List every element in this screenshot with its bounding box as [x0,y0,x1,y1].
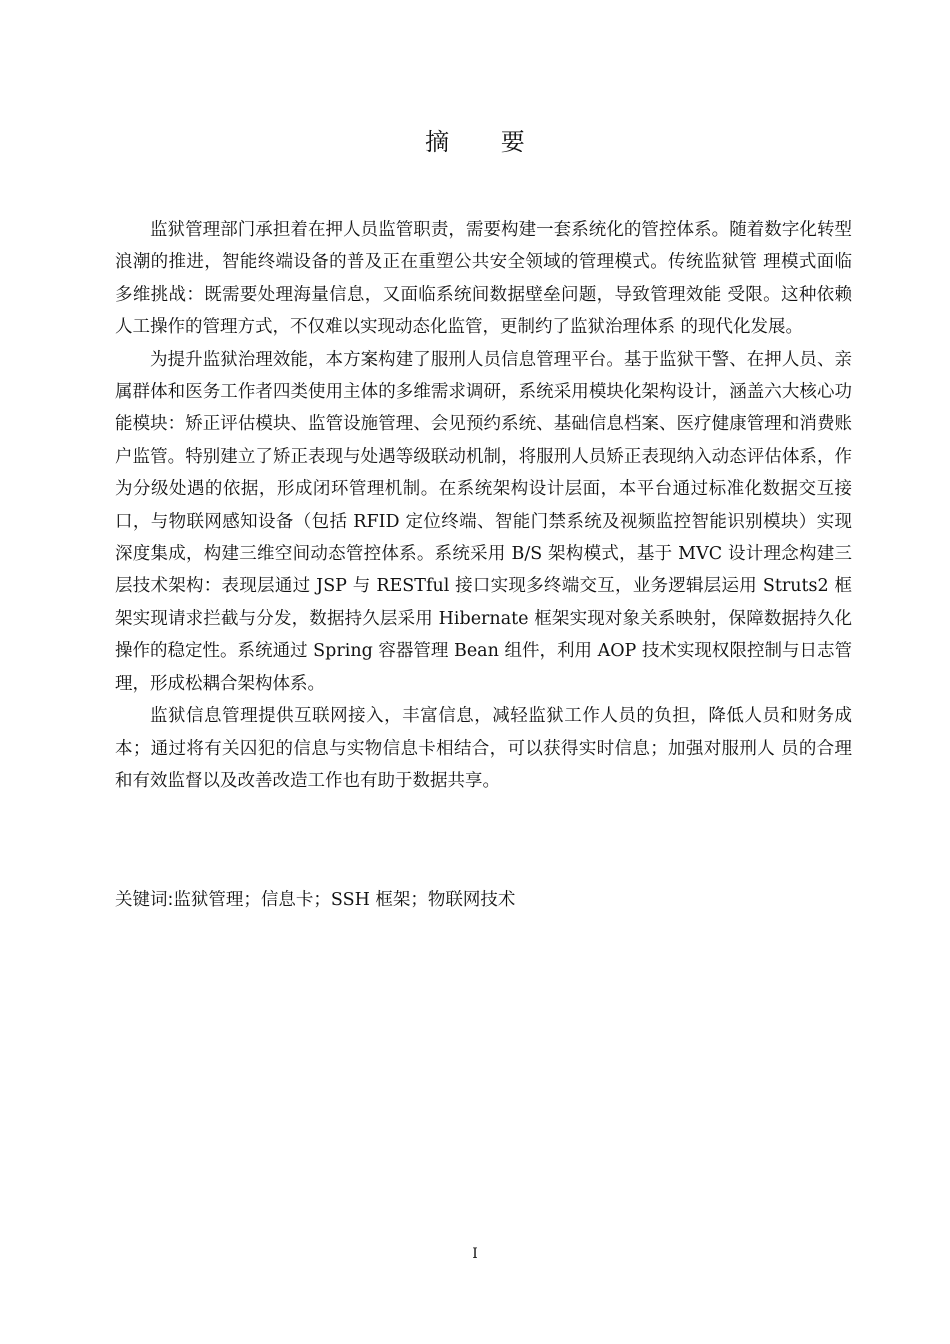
abstract-paragraph-2: 为提升监狱治理效能，本方案构建了服刑人员信息管理平台。基于监狱干警、在押人员、亲属群体和医务工作者四类使用主体的多维需求调研，系统采用模块化架构设计，涵盖六大核心功能模块：矫正评估模块、监管设施管理、会见预约系统、基础信息档案、医疗健康管理和消费账户监管。特别建立了矫正表现与处遇等级联动机制，将服刑人员矫正表现纳入动态评估体系，作为分级处遇的依据，形成闭环管理机制。在系统架构设计层面，本平台通过标准化数据交互接口，与物联网感知设备（包括 RFID 定位终端、智能门禁系统及视频监控智能识别模块）实现深度集成，构建三维空间动态管控体系。系统采用 B/S 架构模式，基于 MVC 设计理念构建三层技术架构：表现层通过 JSP 与 RESTful 接口实现多终端交互，业务逻辑层运用 Struts2 框架实现请求拦截与分发，数据持久层采用 Hibernate 框架实现对象关系映射，保障数据持久化操作的稳定性。系统通过 Spring 容器管理 Bean 组件，利用 AOP 技术实现权限控制与日志管理，形成松耦合架构体系。 [115,349,852,694]
keywords-text: 监狱管理；信息卡；SSH 框架；物联网技术 [173,890,516,910]
keywords-label: 关键词: [115,890,174,910]
abstract-paragraph-1: 监狱管理部门承担着在押人员监管职责，需要构建一套系统化的管控体系。随着数字化转型浪潮的推进，智能终端设备的普及正在重塑公共安全领域的管理模式。传统监狱管 理模式面临多维挑战：既需要处理海量信息，又面临系统间数据壁垒问题，导致管理效能 受限。这种依赖人工操作的管理方式，不仅难以实现动态化监管，更制约了监狱治理体系 的现代化发展。 [115,220,852,338]
abstract-body [115,214,852,797]
keywords-line [115,884,515,916]
abstract-title: 摘 要 [425,128,547,156]
abstract-paragraph-3: 监狱信息管理提供互联网接入，丰富信息，减轻监狱工作人员的负担，降低人员和财务成本；通过将有关囚犯的信息与实物信息卡相结合，可以获得实时信息；加强对服刑人 员的合理和有效监督以及改善改造工作也有助于数据共享。 [115,706,852,791]
page-number: I [472,1246,478,1262]
